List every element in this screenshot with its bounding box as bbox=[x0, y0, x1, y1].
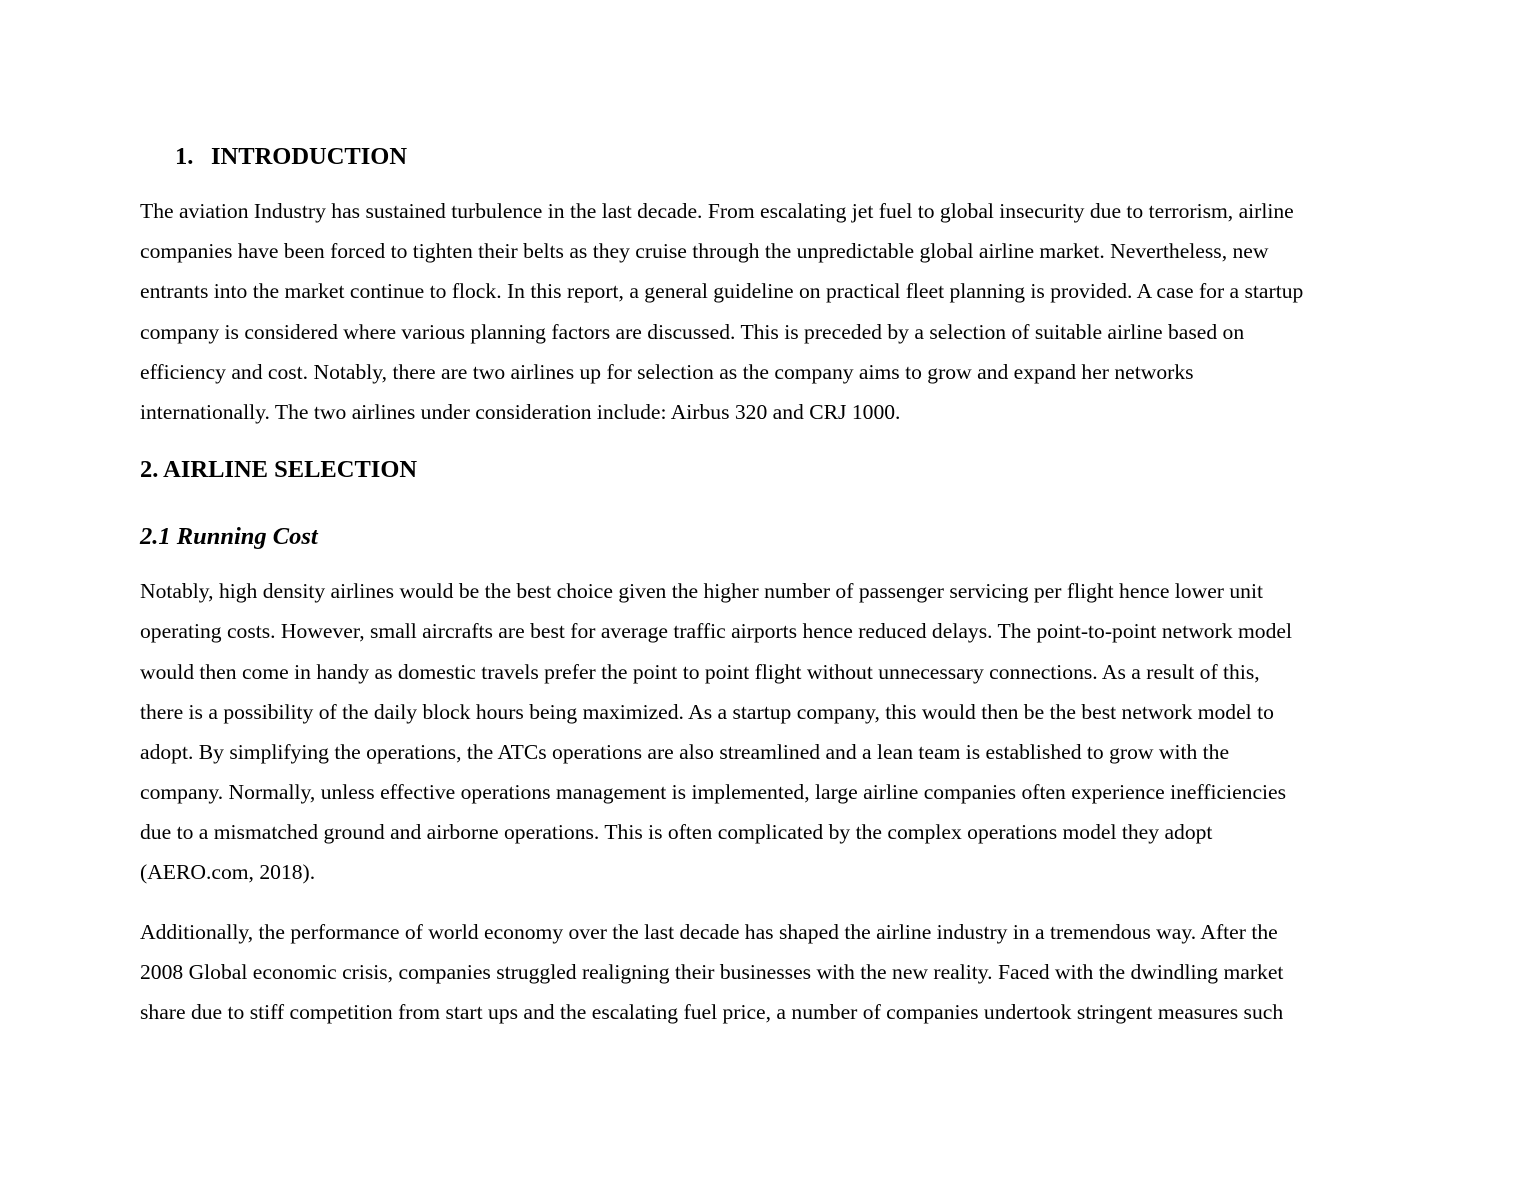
introduction-heading bbox=[175, 139, 1402, 175]
paragraph-line: (AERO.com, 2018). bbox=[140, 860, 316, 885]
paragraph-line: share due to stiff competition from start ups and the escalating fuel price, a number of companies undertook stringent measures such bbox=[140, 1000, 1284, 1024]
additional-paragraph bbox=[140, 912, 1402, 1033]
paragraph-line: The aviation Industry has sustained turbulence in the last decade. From escalating jet fuel to global insecurity due to terrorism, airline bbox=[140, 199, 1294, 223]
running-cost-heading: 2.1 Running Cost bbox=[140, 523, 318, 551]
paragraph-line: 2008 Global economic crisis, companies struggled realigning their businesses with the new reality. Faced with the dwindling market bbox=[140, 959, 1284, 984]
paragraph-line: entrants into the market continue to flock. In this report, a general guideline on practical fleet planning is provided. A case for a startup bbox=[140, 279, 1304, 304]
airline-selection-heading: 2. AIRLINE SELECTION bbox=[140, 456, 418, 484]
paragraph-line: company is considered where various planning factors are discussed. This is preceded by a selection of suitable airline based on bbox=[140, 319, 1245, 344]
paragraph-line: companies have been forced to tighten their belts as they cruise through the unpredictable global airline market. Nevertheless, new bbox=[140, 239, 1269, 264]
introduction-heading-title: INTRODUCTION bbox=[211, 143, 408, 170]
document-body bbox=[140, 139, 1402, 1032]
paragraph-line: would then come in handy as domestic travels prefer the point to point flight without unnecessary connections. As a result of this, bbox=[140, 659, 1260, 684]
paragraph-line: efficiency and cost. Notably, there are two airlines up for selection as the company aims to grow and expand her networks bbox=[140, 359, 1194, 384]
paragraph-line: operating costs. However, small aircrafts are best for average traffic airports hence reduced delays. The point-to-point network model bbox=[140, 619, 1292, 644]
introduction-paragraph bbox=[140, 191, 1402, 432]
paragraph-line: there is a possibility of the daily block hours being maximized. As a startup company, this would then be the best network model to bbox=[140, 699, 1274, 724]
paragraph-line: Notably, high density airlines would be the best choice given the higher number of passenger servicing per flight hence lower unit bbox=[140, 579, 1263, 604]
introduction-heading-number: 1. bbox=[175, 143, 194, 170]
paragraph-line: Additionally, the performance of world economy over the last decade has shaped the airline industry in a tremendous way. After the bbox=[140, 919, 1278, 944]
paragraph-line: adopt. By simplifying the operations, the ATCs operations are also streamlined and a lean team is established to grow with the bbox=[140, 739, 1230, 764]
running-cost-paragraph bbox=[140, 571, 1402, 893]
paragraph-line: company. Normally, unless effective operations management is implemented, large airline companies often experience inefficiencies bbox=[140, 780, 1287, 805]
paragraph-line: internationally. The two airlines under consideration include: Airbus 320 and CRJ 1000. bbox=[140, 399, 901, 424]
paragraph-line: due to a mismatched ground and airborne operations. This is often complicated by the complex operations model they adopt bbox=[140, 820, 1213, 845]
